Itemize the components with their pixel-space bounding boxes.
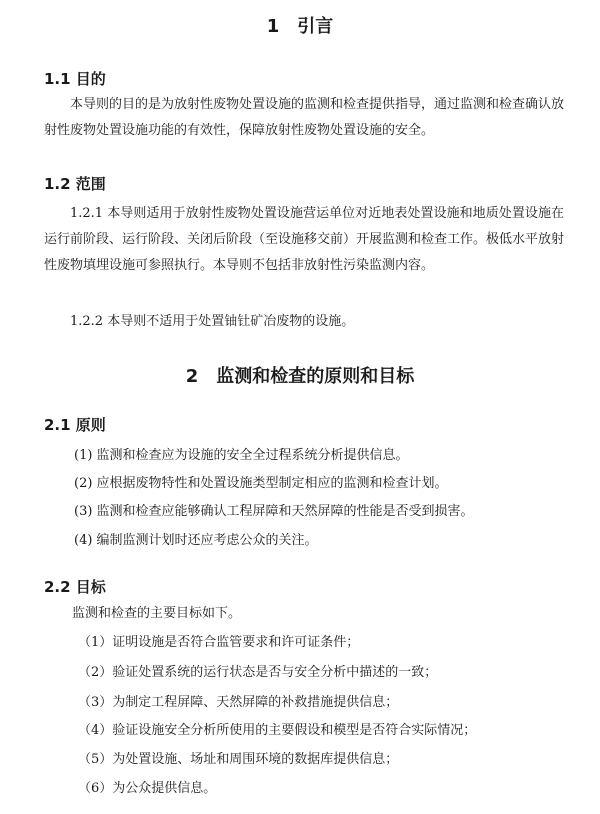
section-1-1-paragraph: 本导则的目的是为放射性废物处置设施的监测和检查提供指导，通过监测和检查确认放射性废物处置设施功能的有效性，保障放射性废物处置设施的安全。 (44, 97, 565, 138)
objective-item: （4）验证设施安全分析所使用的主要假设和模型是否符合实际情况； (78, 723, 477, 738)
section-1-2-1-paragraph: 1.2.1 本导则适用于放射性废物处置设施营运单位对近地表处置设施和地质处置设施在运行前阶段、运行阶段、关闭后阶段（至设施移交前）开展监测和检查工作。极低水平放射性废物填埋设施可参照执行。本导则不包括非放射性污染监测内容。 (44, 206, 565, 273)
objectives-intro: 监测和检查的主要目标如下。 (72, 606, 242, 621)
section-2-1-heading: 2.1 原则 (44, 416, 106, 434)
objective-item: （5）为处置设施、场址和周围环境的数据库提供信息； (78, 752, 399, 767)
objective-item: （2）验证处置系统的运行状态是否与安全分析中描述的一致； (78, 665, 438, 680)
principle-item: (1) 监测和检查应为设施的安全全过程系统分析提供信息。 (74, 448, 409, 463)
principle-item: (4) 编制监测计划时还应考虑公众的关注。 (74, 533, 318, 548)
principle-item: (2) 应根据废物特性和处置设施类型制定相应的监测和检查计划。 (74, 476, 448, 491)
principle-item: (3) 监测和检查应能够确认工程屏障和天然屏障的性能是否受到损害。 (74, 504, 474, 519)
section-1-2-2-paragraph: 1.2.2 本导则不适用于处置铀钍矿冶废物的设施。 (70, 314, 355, 329)
objective-item: （3）为制定工程屏障、天然屏障的补救措施提供信息； (78, 695, 399, 710)
objective-item: （6）为公众提供信息。 (78, 781, 217, 796)
objective-item: （1）证明设施是否符合监管要求和许可证条件； (78, 635, 360, 650)
section-2-2-heading: 2.2 目标 (44, 578, 106, 596)
section-1-title: 1 引言 (266, 16, 334, 37)
section-1-1-heading: 1.1 目的 (44, 70, 106, 88)
section-2-title: 2 监测和检查的原则和目标 (185, 366, 415, 387)
section-1-2-heading: 1.2 范围 (44, 175, 106, 193)
